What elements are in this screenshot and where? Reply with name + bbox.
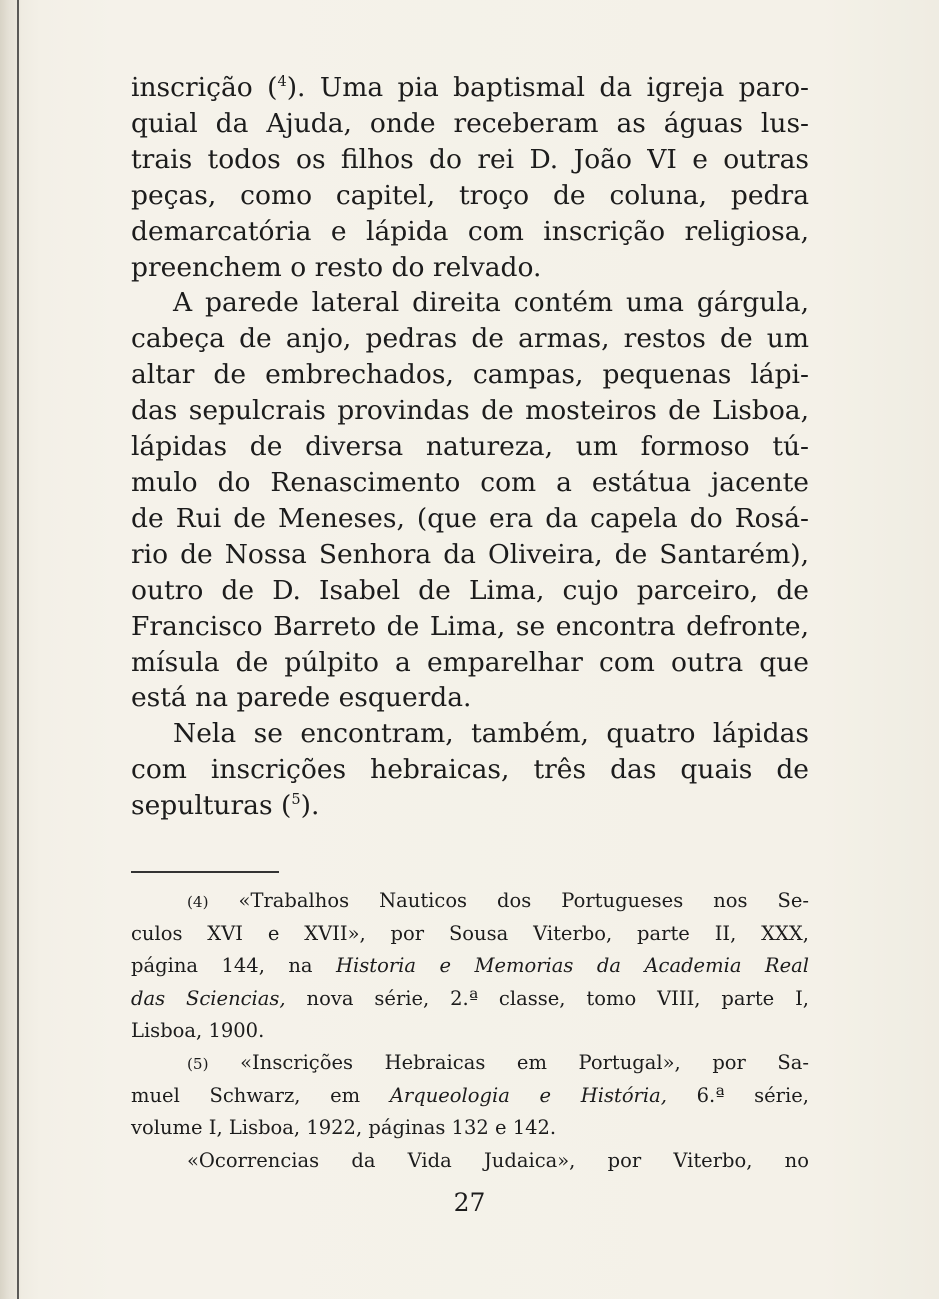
text-line: altar de embrechados, campas, pequenas lápi-: [131, 359, 809, 391]
page-number: 27: [453, 1188, 486, 1217]
text-line: demarcatória e lápida com inscrição religiosa,: [131, 215, 809, 247]
text-line: das sepulcrais provindas de mosteiros de Lisboa,: [131, 395, 809, 427]
text-line: quial da Ajuda, onde receberam as águas lus-: [131, 107, 809, 139]
text-line: Francisco Barreto de Lima, se encontra defronte,: [131, 610, 809, 642]
text-line: volume I, Lisboa, 1922, páginas 132 e 142.: [131, 1116, 557, 1140]
text-line: mísula de púlpito a emparelhar com outra que: [131, 646, 809, 678]
footnote-ref-5: 5: [291, 790, 301, 808]
text-line: peças, como capitel, troço de coluna, pedra: [131, 179, 809, 211]
paragraph-3: [131, 716, 809, 824]
text-line: (5) «Inscrições Hebraicas em Portugal», por Sa-: [187, 1051, 810, 1075]
text-line: «Ocorrencias da Vida Judaica», por Viterbo, no: [187, 1148, 809, 1172]
text-line: outro de D. Isabel de Lima, cujo parceiro, de: [131, 574, 809, 606]
footnote-4: [131, 885, 809, 1047]
paragraph-1: [131, 70, 809, 285]
binding-edge: [17, 0, 19, 1299]
text-line: inscrição ($^4$). Uma pia baptismal da igreja paro-: [131, 72, 810, 103]
text-line: de Rui de Meneses, (que era da capela do Rosá-: [131, 502, 809, 534]
text-line: Nela se encontram, também, quatro lápidas: [173, 718, 809, 750]
footnote-number: (5): [187, 1055, 209, 1074]
text-line: muel Schwarz, em Arqueologia e História, 6.ª série,: [131, 1084, 809, 1108]
text-line: página 144, na Historia e Memorias da Academia Real: [131, 954, 810, 978]
paragraph-2: [131, 285, 809, 716]
text-line: (4) «Trabalhos Nauticos dos Portugueses nos Se-: [187, 889, 809, 912]
text-line: preenchem o resto do relvado.: [131, 251, 542, 283]
text-line: lápidas de diversa natureza, um formoso tú-: [131, 431, 809, 463]
text-line: mulo do Renascimento com a estátua jacente: [131, 466, 809, 498]
footnote-ref-4: 4: [277, 72, 287, 90]
text-line: está na parede esquerda.: [131, 682, 472, 714]
text-line: Lisboa, 1900.: [131, 1018, 265, 1042]
text-line: A parede lateral direita contém uma gárgula,: [173, 287, 809, 319]
footnote-5: [131, 1047, 809, 1177]
text-line: rio de Nossa Senhora da Oliveira, de Santarém),: [131, 538, 809, 570]
body-text: [131, 70, 809, 824]
text-line: culos XVI e XVII», por Sousa Viterbo, parte II, XXX,: [131, 922, 809, 946]
footnotes: [131, 885, 809, 1177]
text-line: sepulturas ($^5$).: [131, 790, 320, 822]
text-line: das Sciencias, nova série, 2.ª classe, tomo VIII, parte I,: [131, 986, 810, 1010]
text-line: trais todos os filhos do rei D. João VI e outras: [131, 143, 809, 175]
footnote-separator: [131, 871, 279, 873]
text-line: cabeça de anjo, pedras de armas, restos de um: [131, 323, 809, 355]
text-line: com inscrições hebraicas, três das quais de: [131, 754, 809, 786]
footnote-number: (4): [187, 893, 209, 911]
